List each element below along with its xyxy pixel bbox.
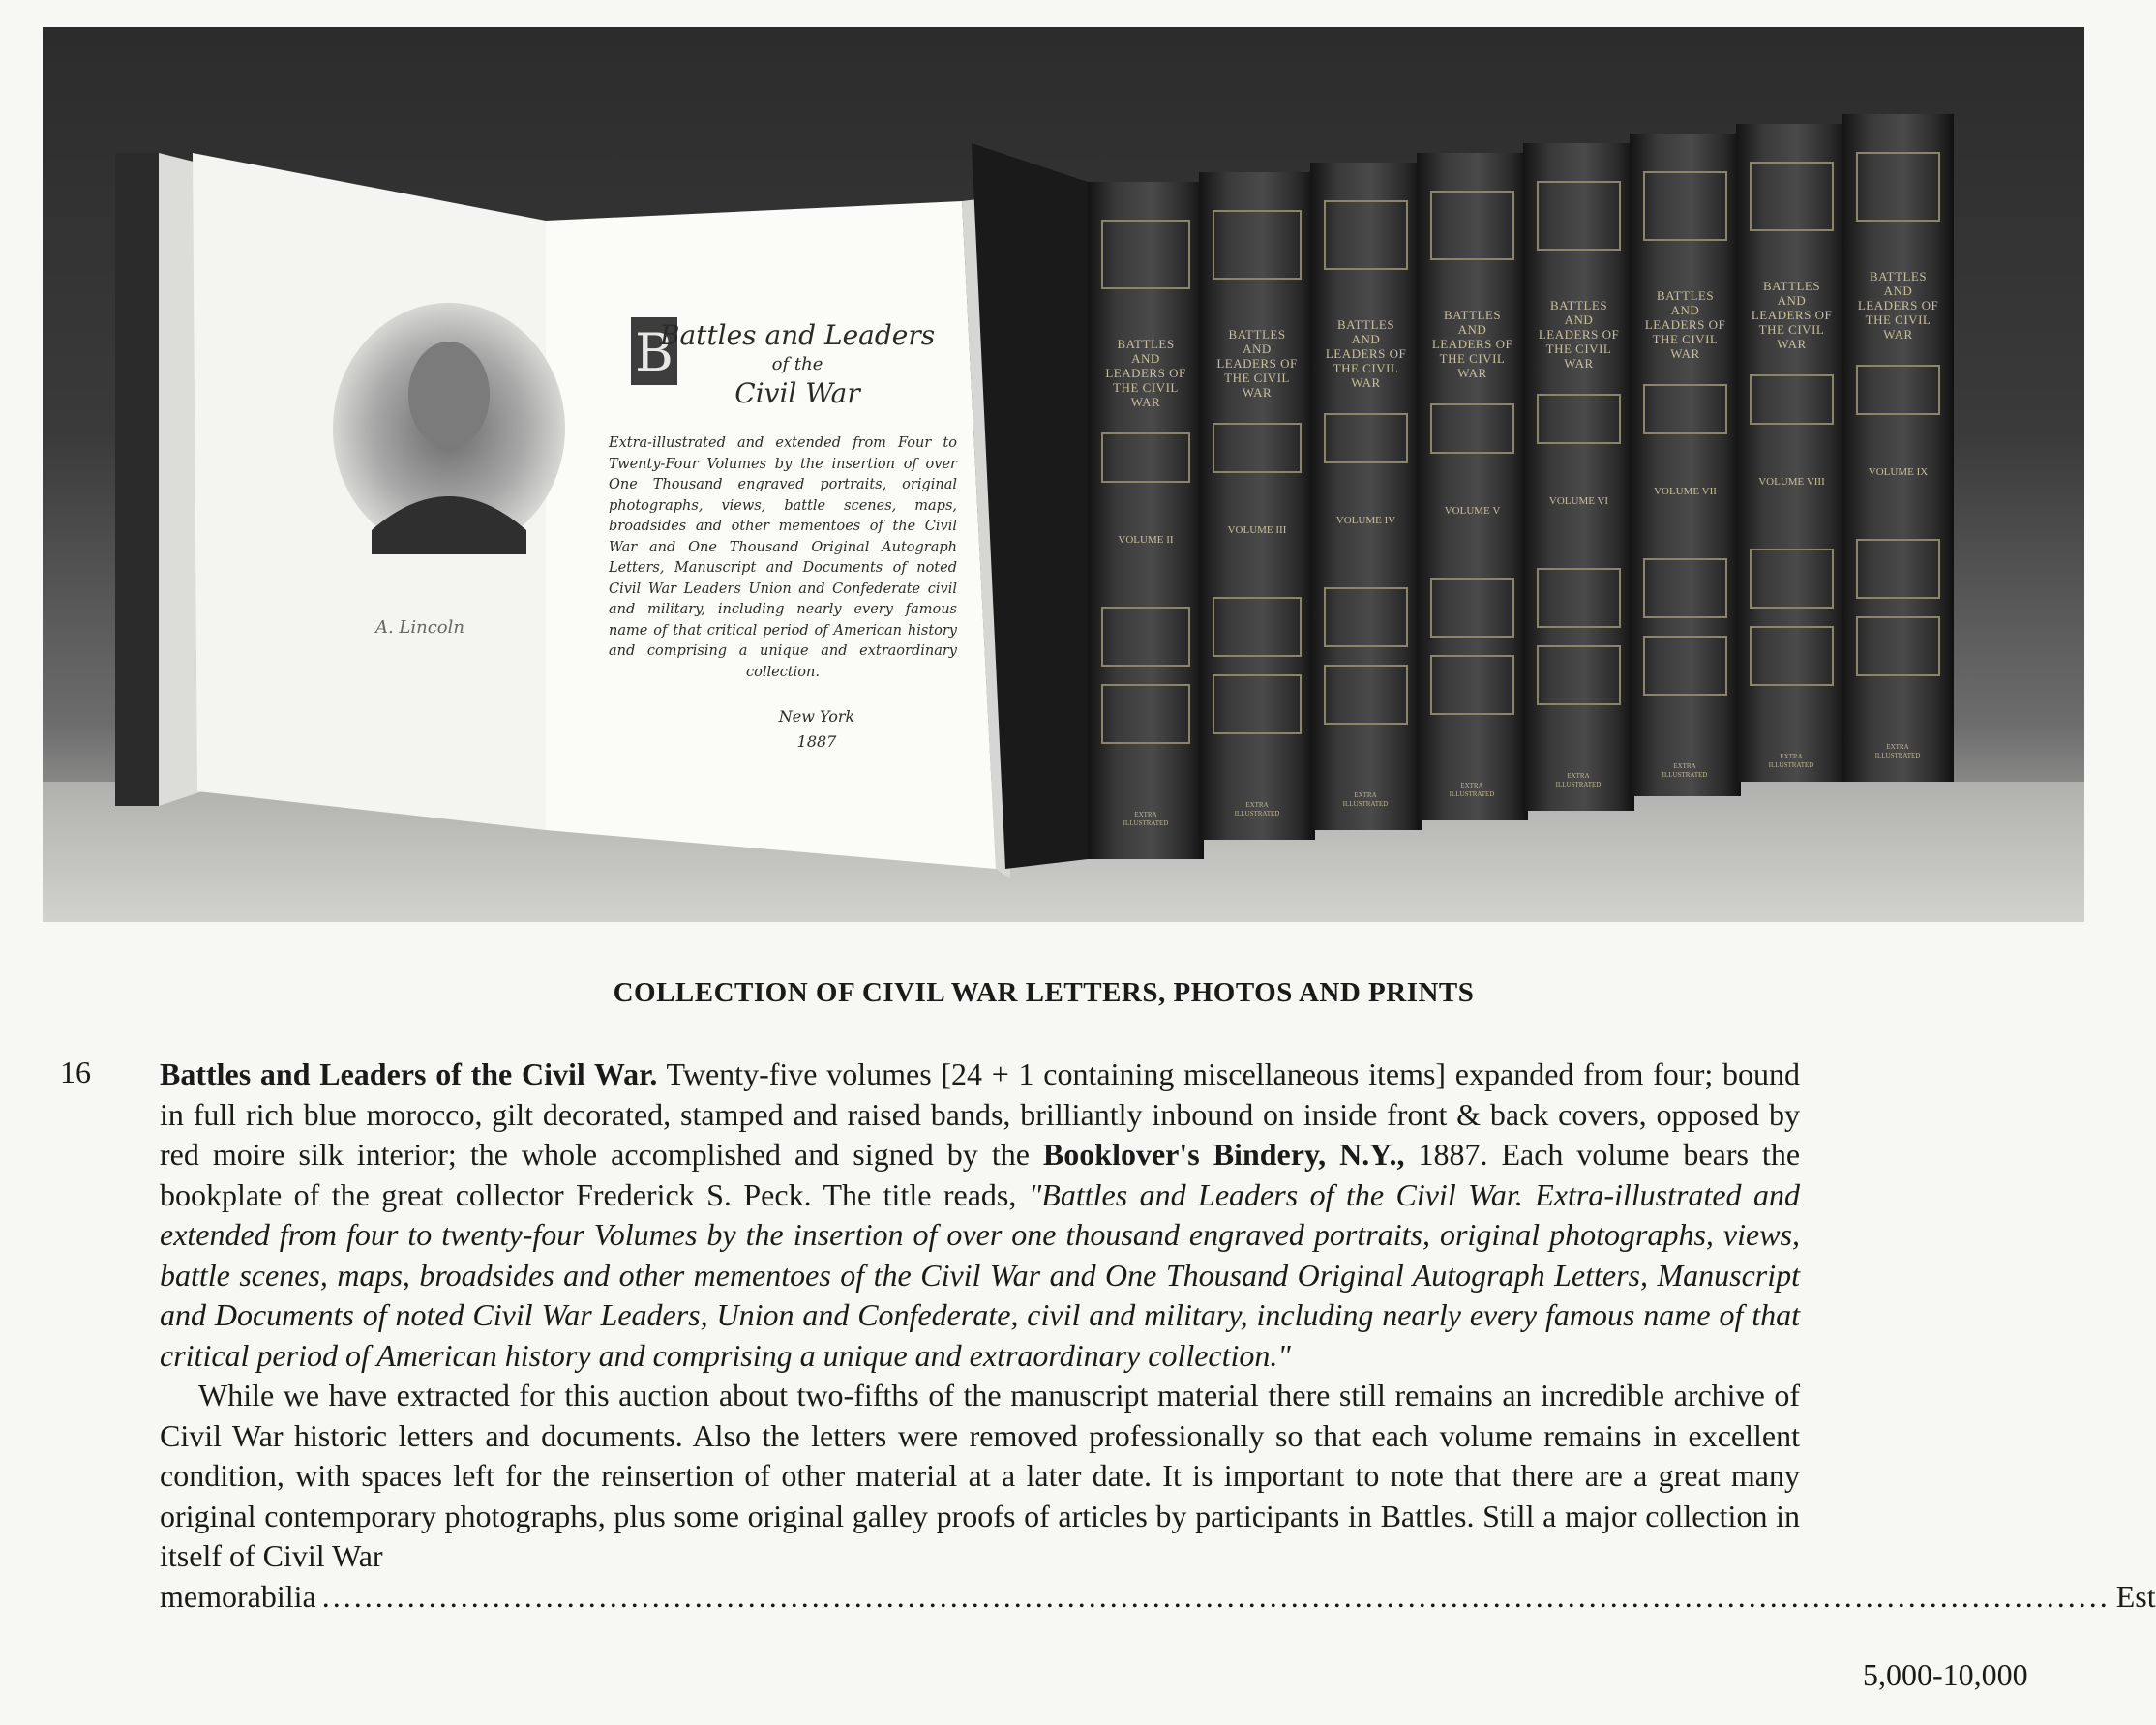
spine-volume-number: VOLUME III — [1227, 524, 1287, 536]
lot-number: 16 — [60, 1055, 91, 1089]
title-line-3: Civil War — [734, 377, 860, 409]
spine-volume-iii — [1199, 172, 1315, 840]
spine-volume-number: VOLUME V — [1444, 505, 1501, 517]
spine-volume-number: VOLUME IX — [1868, 466, 1929, 478]
spine-volume-viii — [1736, 124, 1847, 782]
leader-dots: ........................................................................................................................................................................ — [321, 1578, 2111, 1614]
imprint-place: New York — [778, 707, 855, 726]
spine-label: BATTLES AND LEADERS OF THE CIVIL WAR — [1857, 269, 1939, 342]
spine-footer: EXTRA ILLUSTRATED — [1123, 811, 1169, 827]
spine-volume-number: VOLUME VI — [1548, 495, 1609, 507]
lot-description-part-1: Twenty-five volumes [24 + 1 containing miscellaneous items] expanded from four; bound in full rich blue morocco, gilt decorated, stamped and raised bands, brilliantly inbound on inside front & back covers, opposed by red moire silk interior; the whole accomplished and signed by the — [160, 1056, 1801, 1172]
section-heading: COLLECTION OF CIVIL WAR LETTERS, PHOTOS AND PRINTS — [613, 977, 1475, 1008]
portrait-face — [408, 342, 490, 448]
estimate-label: Est — [2115, 1578, 2156, 1614]
title-page-imprint — [720, 704, 913, 755]
spine-volume-vii — [1630, 134, 1741, 796]
spine-label: BATTLES AND LEADERS OF THE CIVIL WAR — [1325, 317, 1407, 390]
title-quote: "Battles and Leaders of the Civil War. Extra-illustrated and extended from four to twenty-four Volumes by the insertion of over one thousand engraved portraits, original photographs, views, battle scenes, maps, broadsides and other mementoes of the Civil War and One Thousand Original Autograph Letters, Manuscript and Documents of noted Civil War Leaders, Union and Confederate, civil and military, including nearly every famous name of that critical period of American history and comprising a unique and extraordinary collection." — [160, 1176, 1801, 1373]
spine-footer: EXTRA ILLUSTRATED — [1449, 782, 1495, 798]
portrait-signature: A. Lincoln — [374, 617, 464, 638]
spine-footer: EXTRA ILLUSTRATED — [1555, 772, 1602, 788]
spine-volume-ix — [1842, 114, 1954, 782]
binder-name: Booklover's Bindery, N.Y., — [1042, 1137, 1405, 1172]
estimate-line — [160, 1577, 2156, 1618]
spine-volume-v — [1417, 153, 1528, 820]
imprint-year: 1887 — [796, 732, 837, 751]
lot-paragraph-1 — [160, 1055, 1800, 1376]
lot-description — [160, 1055, 2156, 1617]
lot-description-part-2: 1887. Each volume bears the bookplate of the great collector Frederick S. Peck. The title reads, — [160, 1137, 1801, 1212]
spine-volume-number: VOLUME VII — [1654, 486, 1717, 497]
spine-label: BATTLES AND LEADERS OF THE CIVIL WAR — [1216, 327, 1298, 400]
spine-label: BATTLES AND LEADERS OF THE CIVIL WAR — [1644, 288, 1726, 361]
initial-glyph: B — [635, 322, 674, 383]
spine-volume-number: VOLUME II — [1118, 534, 1174, 546]
last-word: memorabilia — [160, 1578, 316, 1614]
spine-footer: EXTRA ILLUSTRATED — [1342, 791, 1389, 808]
spine-footer: EXTRA ILLUSTRATED — [1874, 743, 1921, 759]
title-page-title — [643, 317, 952, 412]
spine-label: BATTLES AND LEADERS OF THE CIVIL WAR — [1105, 337, 1186, 409]
spine-label: BATTLES AND LEADERS OF THE CIVIL WAR — [1751, 279, 1833, 351]
spine-label: BATTLES AND LEADERS OF THE CIVIL WAR — [1431, 308, 1513, 380]
spine-volume-number: VOLUME IV — [1335, 515, 1396, 526]
title-line-1: Battles and Leaders — [659, 319, 936, 351]
spine-label: BATTLES AND LEADERS OF THE CIVIL WAR — [1538, 298, 1620, 371]
spine-volume-number: VOLUME VIII — [1758, 476, 1825, 488]
spine-volume-iv — [1310, 163, 1422, 830]
title-line-2: of the — [771, 354, 823, 374]
spine-volume-ii — [1088, 182, 1204, 859]
book-set-photograph — [43, 27, 2084, 922]
estimate-value: 5,000-10,000 — [1863, 1657, 2028, 1692]
spine-volume-vi — [1523, 143, 1634, 811]
spine-footer: EXTRA ILLUSTRATED — [1768, 753, 1814, 769]
spine-footer: EXTRA ILLUSTRATED — [1662, 762, 1708, 779]
spine-footer: EXTRA ILLUSTRATED — [1234, 801, 1280, 818]
lot-title: Battles and Leaders of the Civil War. — [160, 1056, 658, 1091]
lot-paragraph-2: While we have extracted for this auction about two-fifths of the manuscript material there still remains an incredible archive of Civil War historic letters and documents. Also the letters were removed professionally so that each volume remains in excellent condition, with spaces left for the reinsertion of other material at a later date. It is important to note that there are a great many original contemporary photographs, plus some original galley proofs of articles by participants in Battles. Still a major collection in itself of Civil War — [160, 1378, 1800, 1573]
book-cover-left — [115, 153, 159, 806]
title-page-body: Extra-illustrated and extended from Four to Twenty-Four Volumes by the insertion of over One Thousand engraved portraits, original photographs, views, battle scenes, maps, broadsides and other mementoes of the Civil War and One Thousand Original Autograph Letters, Manuscript and Documents of noted Civil War Leaders Union and Confederate civil and military, including nearly every famous name of that critical period of American history and comprising a unique and extraordinary collection. — [609, 435, 957, 680]
